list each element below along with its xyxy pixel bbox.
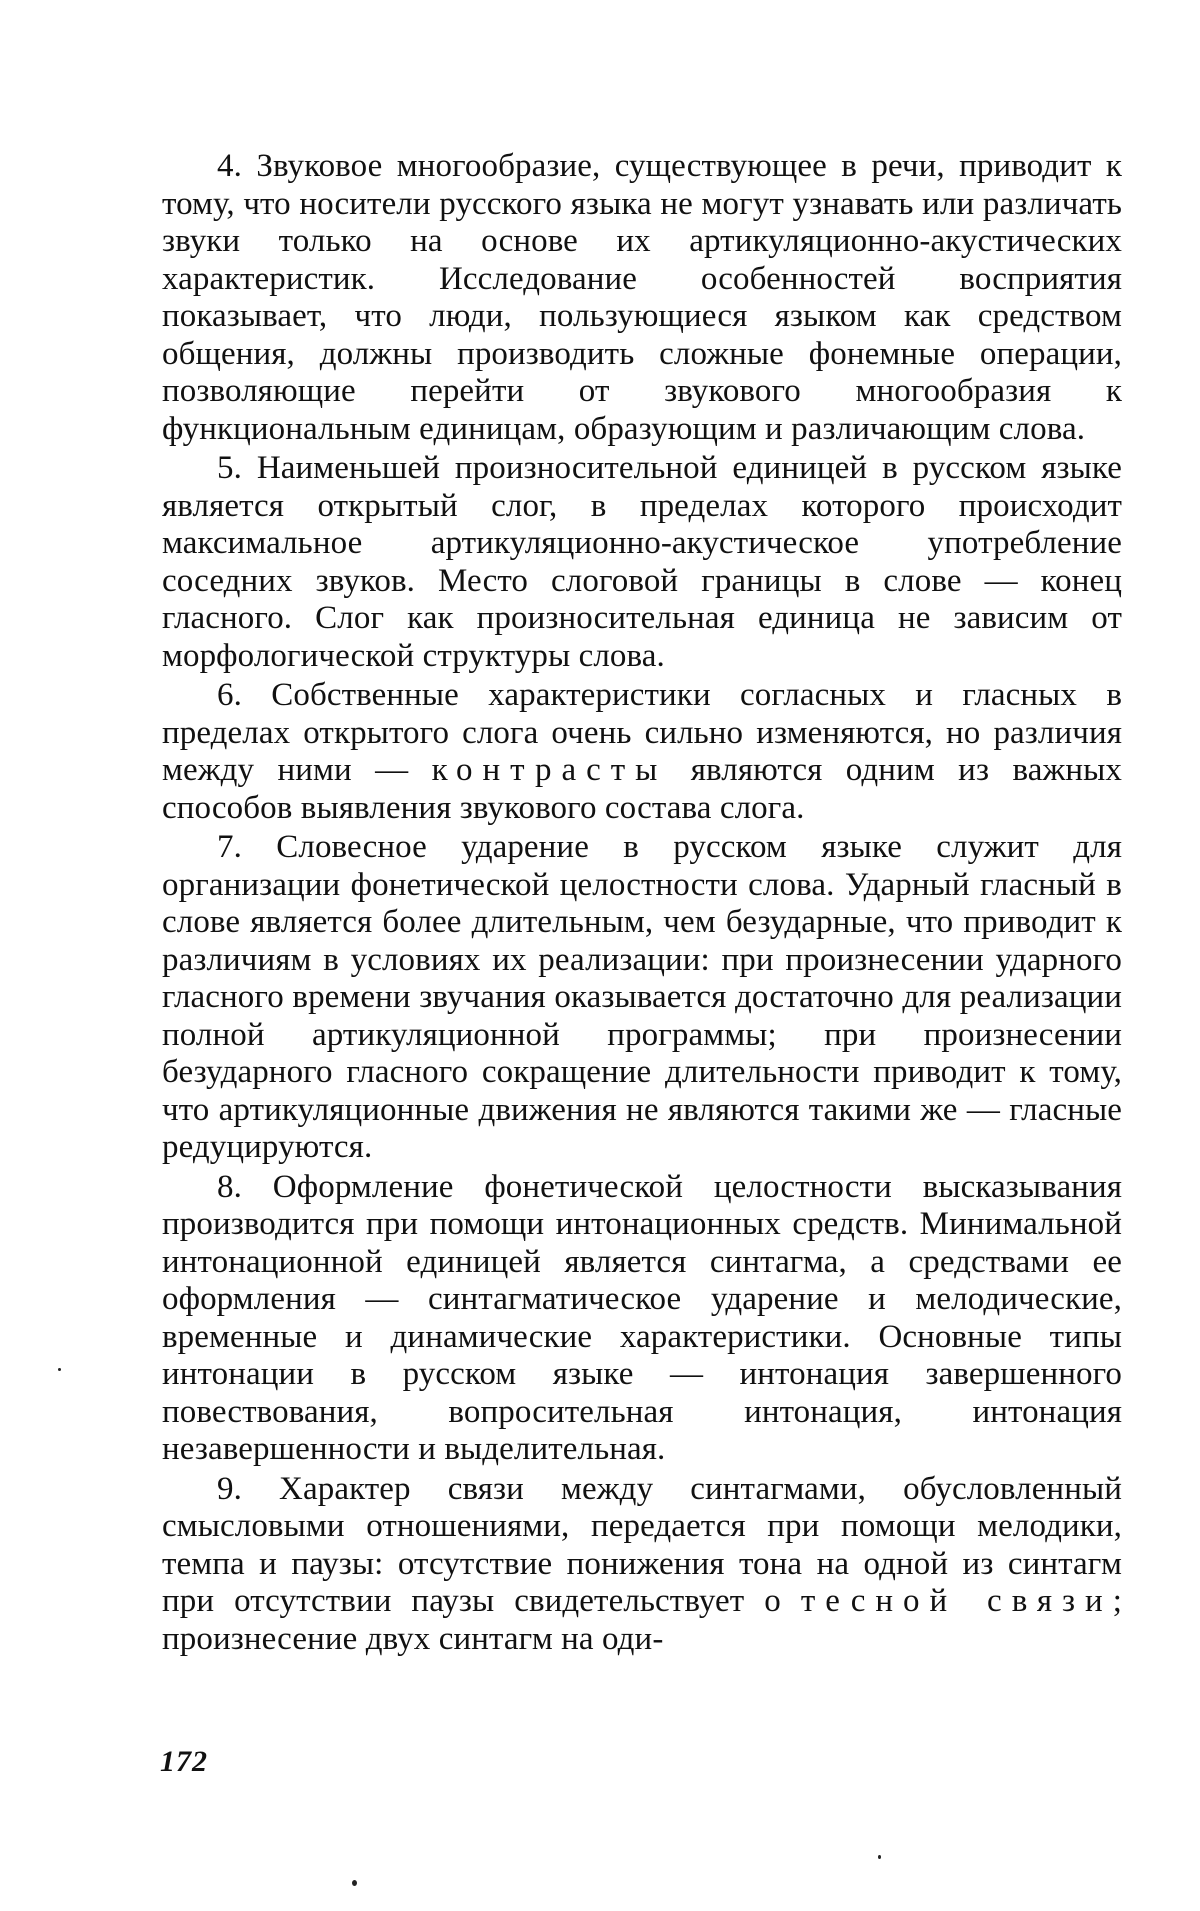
paragraph-6-text-after: являются одним из важных способов выявления звукового состава слога. (162, 752, 1122, 826)
page-number: 172 (160, 1745, 208, 1778)
paragraph-9 (162, 1471, 1122, 1659)
paragraph-7 (162, 829, 1122, 1167)
paragraph-7-text: 7. Словесное ударение в русском языке служит для организации фонетической целостности слова. Ударный гласный в слове является более длительным, чем безударные, что приводит к различиям в условиях их реализации: при произнесении ударного гласного времени звучания оказывается достаточно для реализации полной артикуляционной программы; при произнесении безударного гласного сокращение длительности приводит к тому, что артикуляционные движения не являются такими же — гласные редуцируются. (162, 829, 1122, 1165)
paragraph-8 (162, 1169, 1122, 1469)
paragraph-6 (162, 677, 1122, 827)
scan-speck (878, 1855, 881, 1859)
paragraph-6-emphasis: контрасты (431, 752, 668, 788)
paragraph-9-text-before: 9. Характер связи между синтагмами, обусловленный смысловыми отношениями, передается при помощи мелодики, темпа и паузы: отсутствие понижения тона на одной из синтагм при отсутствии паузы свидетельствует о (162, 1470, 1122, 1619)
paragraph-4 (162, 148, 1122, 448)
scan-speck (352, 1880, 357, 1886)
paragraph-4-text: 4. Звуковое многообразие, существующее в речи, приводит к тому, что носители русского языка не могут узнавать или различать звуки только на основе их артикуляционно-акустических характеристик. Исследование особенностей восприятия показывает, что люди, пользующиеся языком как средством общения, должны производить сложные фонемные операции, позволяющие перейти от звукового многообразия к функциональным единицам, образующим и различающим слова. (162, 148, 1122, 447)
paragraph-9-text-after: ; произнесение двух синтагм на оди- (162, 1583, 1122, 1657)
paragraph-5-text: 5. Наименьшей произносительной единицей в русском языке является открытый слог, в пределах которого происходит максимальное артикуляционно-акустическое употребление соседних звуков. Место слоговой границы в слове — конец гласного. Слог как произносительная единица не зависим от морфологической структуры слова. (162, 450, 1122, 674)
paragraph-9-emphasis: тесной связи (800, 1583, 1113, 1619)
scan-speck (58, 1368, 61, 1371)
paragraph-5 (162, 450, 1122, 675)
paragraph-6-text-before: 6. Собственные характеристики согласных и гласных в пределах открытого слога очень сильно изменяются, но различия между ними — (162, 677, 1122, 788)
paragraph-8-text: 8. Оформление фонетической целостности высказывания производится при помощи интонационных средств. Минимальной интонационной единицей является синтагма, а средствами ее оформления — синтагматическое ударение и мелодические, временные и динамические характеристики. Основные типы интонации в русском языке — интонация завершенного повествования, вопросительная интонация, интонация незавершенности и выделительная. (162, 1168, 1122, 1467)
page-text (162, 148, 1122, 1660)
